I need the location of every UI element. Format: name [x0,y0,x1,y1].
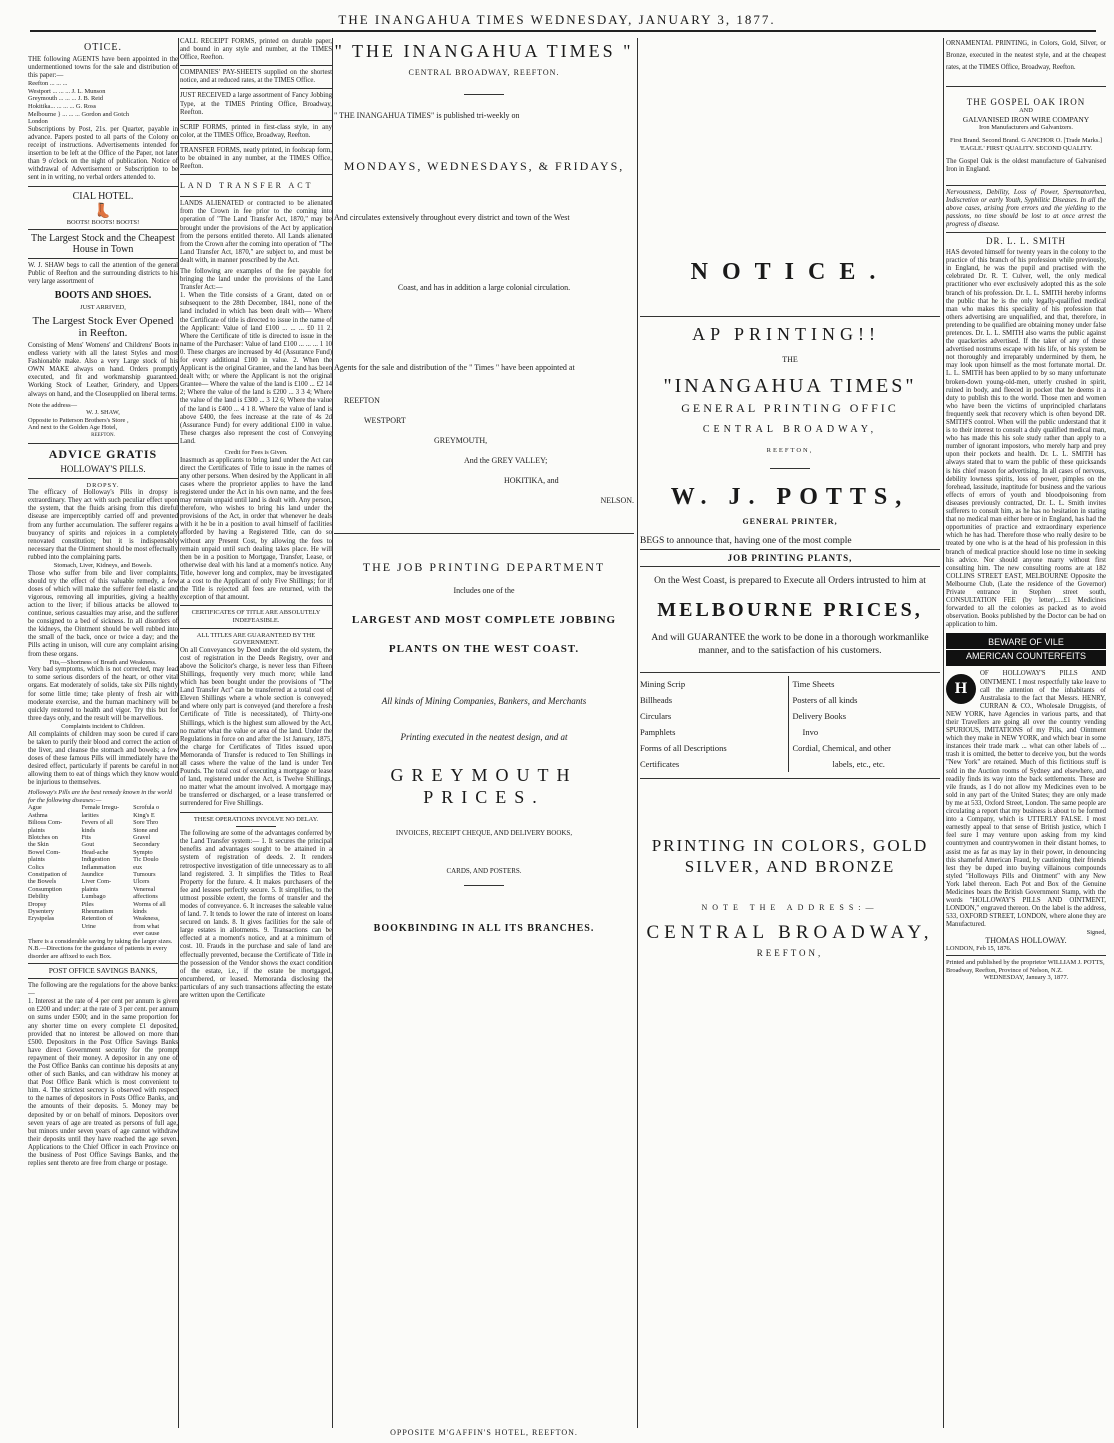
disease-cell: Head-ache [81,848,109,856]
fits-text: Very bad symptoms, which is not corrected, may lead to some serious disorders of the heart, or other vital organs. Eat moderately of solids, take six Pills nightly for some little time; take plenty of fresh air with moderate exercise, and the human machinery will be quickly restored to health and vigor. Try this but for three days only, and the result will be marvellous. [28,666,178,722]
west-coast-orders: On the West Coast, is prepared to Execute all Orders intrusted to him at [654,576,926,586]
disease-cell: Bowel Com- [28,848,61,856]
holloway-signature: THOMAS HOLLOWAY. [985,936,1067,946]
disease-row [28,915,178,922]
subscription-terms: Subscriptions by Post, 21s. per Quarter, payable in advance. Papers posted to all parts of the Colony on receipt of instructions. Advertisements intended for insertion to be left at the Office of the Paper, not later than 9 o'clock on the night of publication. Notice of withdrawal of Advertisement or Subscription to be sent in in writing, no verbal orders attended to. [28,125,178,182]
disease-cell: plaints [81,885,99,893]
ornamental-printing-ad: ORNAMENTAL PRINTING, in Colors, Gold, Silver, or Bronze, executed in the neatest style, and at the cheapest rates, at the TIMES Office, Broadway, Reefton. [946,40,1106,71]
the-label: THE [782,355,798,364]
disease-row [28,878,178,885]
pay-sheets-ad: COMPANIES' PAY-SHEETS supplied on the shortest notice, and at reduced rates, at the TIMES Office. [180,69,332,85]
disease-cell: Rheumatism [81,908,114,916]
largest-stock-ever: The Largest Stock Ever Opened in Reefton. [32,314,174,339]
holloway-seal-icon: H [946,674,976,704]
operations-text: The following are some of the advantages conferred by the Land Transfer system:— 1. It secures the principal benefits and advantages sought to be attained in a system of registration of deeds. 2. It renders retrospective investigation of title unnecessary as to all land registered. 3. It simplifies the Titles to Real Property for the future. 4. It makes purchasers of the fee and lessees perfectly secure. 5. It simplifies, to the utmost possible extent, the forms of transfer and the modes of conveyance. 6. It increases the saleable value of land. 7. It tends to lower the rate of interest on loans secured on lands. 8. It gives facilities for the sale of large estates in allotments. 9. Transactions can be effected at a moment's notice, and at a minimum of cost. 10. Frauds in the purchase and sale of land are effectually prevented, because the Certificate of Title in the possession of the Vendor shows the exact condition of the estate, i.e., if the estate be mortgaged, encumbered, or leased. Memoranda disclosing the particulars of any such transactions affecting the estate are written upon the Certificate [180,830,332,1000]
children-text: All complaints of children may soon be cured if care be taken to purify their blood and correct the action of the liver, and cleanse the stomach and bowels; a few doses of these famous Pills will immediately have the desired effect, particularly if parents be careful in not allowing them to eat of things which they know would be injurious to themselves. [28,730,178,787]
service-item: Posters of all kinds [792,695,858,705]
disease-cell: Retention of [81,915,113,923]
services-left [640,676,789,772]
publication-note: " THE INANGAHUA TIMES" is published tri-weekly on [334,111,520,120]
signed-label: Signed, [1086,929,1106,937]
operations-heading: THESE OPERATIONS INVOLVE NO DELAY. [193,815,319,823]
largest-jobbing: LARGEST AND MOST COMPLETE JOBBING [351,614,617,626]
divider [180,196,332,197]
disease-cell: Blotches on [28,833,58,841]
disease-cell: Female Irregu- [81,804,120,812]
divider [640,672,940,673]
divider [180,605,332,606]
credit-text: Inasmuch as applicants to bring land under the Act can direct the Certificates of Title to issue in the names of any other persons. When desired by the Applicant in all cases where the proprietor applies to have the land registered under the Act in his own name, and the fees may remain unpaid until land is dealt with. Any person, therefore, who wishes to bring his land under the provisions of the Act, in order that whenever he deals with it he be in a position to avail himself of facilities afforded by having a Registered Title, can do so without any Present Cost, by allowing the fees to remain unpaid until such dealing takes place. He will then be in a position to Mortgage, Transfer, Lease, or otherwise deal with his land at a moment's notice. Any Title, however long and complex, may be investigated at a cost to the Applicant of only Five Shillings; for if the Title is rejected all fees are returned, with the exception of that amount. [180,456,332,602]
column-1 [28,38,178,1423]
divider [464,885,504,886]
disease-cell: Sympto [133,848,153,856]
service-item: Mining Scrip [640,679,686,689]
disease-cell: Urine [81,922,96,930]
disease-cell: Lumbago [81,893,106,901]
divider [640,566,940,567]
agents-places [334,391,634,511]
jobbing-type-ad: JUST RECEIVED a large assortment of Fancy Jobbing Type, at the TIMES Printing Office, Broadway, Reefton. [180,92,332,116]
guaranteed-text: On all Conveyances by Deed under the old system, the cost of registration in the Deeds Registry, over and above the Solicitor's charge, is never less than Fifteen Shillings, frequently very much more; while land which has been bought under the provisions of "The Land Transfer Act" can be transferred at a total cost of Eleven Shillings where a whole section is conveyed; and where only part is conveyed (and therefore a fresh Certificate of Title is necessitated), of Thirty-one Shillings, which is the highest sum allowed by the Act, no matter what the value or area of the land. Under the Regulations in force on and after the 1st January, 1875, the charge for Certificates of Titles issued upon Memoranda of Transfer is reduced to Ten Shillings in all cases where the value of the land is under Ten Pounds. The total cost of executing a mortgage or lease of land, registered under the Act, is Twelve Shillings, no matter what the amount involved. A mortgage may be transferred or discharged, or a lease transferred or surrendered for Five Shillings. [180,646,332,808]
disease-cell: Stone and [133,826,159,834]
disease-cell: Inflammation [81,863,116,871]
fits-heading: Fits,—Shortness of Breath and Weakness. [49,658,157,666]
nervousness-ad: Nervousness, Debility, Loss of Power, Spermatorrhea, Indiscretion or early Youth, Syphilitic Diseases. In all the above cases, arising from errors and the yielding to the passions, no time should be lost to at once arrest the progress of disease. [946,188,1106,228]
disease-cell: Bilious Com- [28,819,63,827]
savings-intro: The following are the regulations for the above banks:— [28,982,178,998]
galvanised-heading: GALVANISED IRON WIRE COMPANY [962,114,1090,124]
printing-colors: PRINTING IN COLORS, GOLD SILVER, AND BRONZE [651,836,929,876]
disease-cell: Sore Thro [133,819,159,827]
notice-heading-large: NOTICE. [690,259,890,285]
circulation-text: And circulates extensively throughout every district and town of the West [334,213,570,222]
potts-heading: W. J. POTTS, [670,484,910,510]
disease-cell: Piles [81,900,94,908]
disease-cell [82,930,134,937]
service-item: Delivery Books [792,711,847,721]
disease-cell [28,930,82,937]
services-right [789,676,941,772]
disease-cell: kinds [81,826,96,834]
saving-note: There is a considerable saving by taking the larger sizes. [28,937,173,945]
opposite-line: Opposite to Patterson Brothers's Store , [28,416,129,424]
disease-cell: plaints [28,826,45,834]
scrip-forms-ad: SCRIP FORMS, printed in first-class style, in any color, at the TIMES Office, Broadway, Reefton. [180,123,332,139]
disease-cell: Fevers of all [81,819,113,827]
disease-row [28,901,178,908]
begs-announce: BEGS to announce that, having one of the most comple [640,536,852,546]
divider [180,174,332,175]
address-note: Note the address— [28,401,77,409]
column-2 [180,38,332,1423]
divider [464,94,504,95]
counterfeits-text: OF HOLLOWAY'S PILLS AND OINTMENT. I most respectfully take leave to call the attention of the inhabitants of Australasia to the fact that Messrs. HENRY, CURRAN & CO., Wholesale Druggists, of NEW YORK, have Agencies in various parts, and that their Travellers are going all over the country vending SPURIOUS, IMITATIONS of my Pills, and Ointment which they make in NEW YORK, and which bear in some instances their trade mark ... what can other labels of ... trash it is omitted, the better to deceive you, but the words "New York" are retained. Much of this fictitious stuff is sold in the Auction rooms of Sydney and elsewhere, and readily finds its way into the back settlements. These are vile frauds, as I do not allow my Medicines even to be sold in any part of the United States; they are only made by me at 533, Oxford Street, London. The same people are circulating a report that my business is about to be formed into a Company, which is UTTERLY FALSE. I most earnestly appeal to that sense of British justice, which I feel sure I may venture upon asking from my kind countrymen and countrywomen in their distant homes, to assist me as far as may lay in their power, in denouncing this shameful American Fraud, by cautioning their friends lest they be duped into buying villainous compounds styled "Holloways Pills and Ointment" with any New York label thereon. Each Pot and Box of the Genuine Medicines bears the British Government Stamp, with the words "HOLLOWAY'S PILLS AND OINTMENT, LONDON," engraved thereon. On the label is the address, 533, OXFORD STREET, LONDON, where alone they are Manufactured. [946,670,1106,929]
divider [180,120,332,121]
disease-cell: Dropsy [28,900,47,908]
guarantee-text: And will GUARANTEE the work to be done in a thorough workmanlike manner, and to the satisfaction of his customers. [651,633,929,656]
trade-marks: First Brand. Second Brand. G ANCHOR O. [Trade Marks.] 'EAGLE.' FIRST QUALITY. SECOND QUALITY. [949,137,1103,152]
disease-cell: Gravel [133,833,151,841]
hotel-heading: CIAL HOTEL. [72,190,134,202]
divider [180,812,332,813]
disease-cell: Tumours [133,871,156,878]
column-divider [943,38,944,1428]
disease-row [28,893,178,900]
disease-cell: Dysentery [28,908,54,916]
iron-manufacturers: Iron Manufacturers and Galvanizers. [978,123,1074,131]
divider [640,549,940,550]
dr-smith-text: HAS devoted himself for twenty years in the colony to the practice of this branch of his profession while previously, in England, he was the pupil and practised with the celebrated Dr. R. T. Culver, well, the only medical practitioner who ever exclusively adopted this as the sole branch of his profession. Dr. L. L. SMITH hereby informs the public that he is the only legally-qualified medical man who makes this speciality of his profession that others advertising are unqualified, and that, therefore, in pretending to be qualified are obtaining money under false pretences. Dr. L. L. SMITH also warns the public against the quackeries advertised. If the taker of any of these advertised nostrums escape with his life, or his system be not thoroughly and irreparably undermined by them, he may look upon himself as the most fortunate mortal. Dr. L. L. SMITH has been applied to by so many unfortunate broken-down young-old-men, utterly crushed in spirit, ruined in body, and fleeced in pocket that he deems it a duty to publish this to the world. Those men and women who have been the victims of unprincipled charlatans frequently seek that recovery which is often beyond DR. SMITH'S control. When will the public understand that it is to their interest to consult a duly qualified medical man, who has made this his sole study rather than apply to a number of ignorant impostors, who merely harp and prey upon their pockets and health. Dr. L. L. SMITH has always stated that to warn the public of these quicksands is his chief reason for advertising. In all cases of nervous, debility lowness spirits, loss of power, pimples on the forehead, lassitude, inaptitude for business and the various effects of errors of youth and bloodpoisoning from diseases previously contracted, Dr. L. L. Smith invites sufferers to consult him, as he has no hesitation in stating that no medical man either here or in England, has had the opportunities of practice and extraordinary experience which he has had. Therefore those who really desire to be treated by one who is at the head of his profession in this branch of medical practice should lose no time in seeking his advice. Nor should anyone marry without first consulting him. The new consulting rooms are at 182 COLLINS STREET EAST, MELBOURNE Opposite the Melbourne Club, (Late the residence of the Governor) Private entrance in Stephen street south, CONSULTATION FEE (by letter).....£1 Medicines forwarded to all the colonies as packed as to avoid observation. Books published by the Doctor can be had on application to him. [946,249,1106,629]
service-item: Invo [802,727,819,737]
oldest-manufacture: The Gospel Oak is the oldest manufacture of Galvanised Iron in England. [946,158,1106,174]
divider [28,258,178,259]
divider [640,316,940,317]
divider [28,978,178,979]
just-arrived: JUST ARRIVED, [80,304,126,312]
disease-row [28,841,178,848]
central-broadway: CENTRAL BROADWAY, [702,424,878,435]
agent-line: London [28,118,48,126]
divider [28,186,178,187]
reefton-small: REEFTON. [91,433,115,438]
service-item: Billheads [640,695,673,705]
agents-text: Agents for the sale and distribution of the " Times " have been appointed at [334,363,575,372]
divider [180,143,332,144]
place-westport: WESTPORT [364,416,406,425]
savings-text: 1. Interest at the rate of 4 per cent per annum is given on £200 and under: at the rate of 3 per cent. per annum on sums under £500; and in the same proportion for any shorter time on every complete £1 deposited, provided that no interest be allowed on more than £500. Depositors in the Post Office Savings Banks have direct Government security for the prompt repayment of their money. A depositor in any one of the Post Office Banks can continue his deposits at any other of such Banks, and can withdraw his money at that Post Office Bank which is most convenient to him. 4. The strictest secrecy is observed with respect to the names of depositors in Posts Office Banks, and the amounts of their deposits. 5. Money may be deposited by or on behalf of minors. Depositors over seven years of age are treated as persons of full age, but minors under seven years of age cannot withdraw their deposits until they have reached the age seven. Applications to the Chief Officer in each Province on the business of Post Office Savings Banks, and the replies sent thereto are free from charge or postage. [28,998,178,1168]
service-item: Cordial, Chemical, and other [792,743,891,753]
divider [946,86,1106,87]
diseases-table [28,804,178,937]
london-date: LONDON, Feb 15, 1876. [946,944,1012,952]
shaw-signature: W. J. SHAW, [86,409,120,417]
divider [180,628,332,629]
disease-cell: King's E [133,811,155,819]
agents-intro: THE following AGENTS have been appointed in the undermentioned towns for the sale and distribution of this paper:— [28,56,178,80]
job-printing-heading: THE JOB PRINTING DEPARTMENT [362,560,606,574]
divider [946,232,1106,233]
disease-row [28,834,178,841]
column-4 [640,38,940,1433]
divider [236,826,276,827]
reefton-label: REEFTON, [766,447,814,454]
disease-cell: from what [133,922,160,930]
service-item: Certificates [640,759,680,769]
disease-cell: eux [133,863,143,871]
column-divider [178,38,179,1428]
service-item: Forms of all Descriptions [640,743,727,753]
job-plants: JOB PRINTING PLANTS, [727,553,853,563]
disease-cell: Colics [28,863,45,871]
disease-cell: Jaundice [81,871,104,878]
masthead-rule [30,30,1096,32]
service-item: Pamphlets [640,727,676,737]
disease-cell: Weakness, [133,915,160,923]
boot-icon: 👢 [94,203,112,219]
disease-row [28,908,178,915]
beware-banner [946,633,1106,666]
disease-cell: Ulcers [133,878,150,886]
advice-gratis-heading: ADVICE GRATIS [48,446,158,461]
divider [180,65,332,66]
disease-row [28,849,178,856]
place-nelson: NELSON. [600,496,634,505]
divider [28,229,178,230]
disease-row [28,812,178,819]
agent-line: Reefton ... ... ... [28,80,68,88]
disease-cell: ever cause [133,930,160,938]
disease-row [28,804,178,811]
disease-cell: Liver Com- [81,878,112,886]
disease-cell: Fits [81,833,91,841]
agent-line: Melbourne } ... ... ... Gordon and Gotch [28,110,130,118]
dropsy-text: The efficacy of Holloway's Pills in dropsy is extraordinary. They act with such peculiar effect upon the system, that the fluids arising from this direful disease are imperceptibly carried off and prevented from any further accumulation. The sufferer regains a buoyancy of spirits and rejoices in a completely renovated constitution; but it is indispensably necessary that the Ointment should be most effectually rubbed into the complaining parts. [28,489,178,561]
disease-cell: Secondary [133,841,160,849]
land-transfer-heading: LAND TRANSFER ACT [180,181,314,191]
divider [946,185,1106,186]
credit-heading: Credit for Fees is Given. [224,449,288,457]
divider [28,443,178,444]
paper-address: CENTRAL BROADWAY, REEFTON. [408,68,560,77]
divider [770,468,810,469]
nb-note: N.B.—Directions for the guidance of patients in every disorder are affixed to each Box. [28,945,167,960]
central-broadway-large: CENTRAL BROADWAY, [646,922,934,943]
note-address: NOTE THE ADDRESS:— [701,903,879,912]
disease-row [28,864,178,871]
disease-cell: kinds [133,908,147,916]
service-item: Time Sheets [792,679,835,689]
stock-description: Consisting of Mens' Womens' and Childrens' Boots in endless variety with all the latest Styles and most Fashionable make. Also a very Large stock of his OWN MAKE always on hand. Orders promptly executed, and fit and workmanship guaranteed. Working Stock of Leather, Grindery, and Uppers always on hand, and the Closeupplied on liberal terms. [28,341,178,398]
column-3 [334,38,634,1433]
disease-row [28,886,178,893]
disease-row [28,856,178,863]
column-divider [637,38,638,1428]
greymouth-prices: GREYMOUTH PRICES. [390,765,578,807]
neatest-design-line: Printing executed in the neatest design, and at [400,732,568,742]
dropsy-heading: DROPSY. [86,481,120,489]
gospel-oak-heading: THE GOSPEL OAK IRON [966,97,1086,107]
disease-cell: affections [133,893,158,901]
divider [28,963,178,964]
publication-days: MONDAYS, WEDNESDAYS, & FRIDAYS, [343,159,625,173]
reefton-large: REEFTON, [756,948,824,958]
masthead: THE INANGAHUA TIMES WEDNESDAY, JANUARY 3, 1877. [338,12,776,27]
printing-services-list [640,676,940,772]
disease-row [28,827,178,834]
receipt-forms-ad: CALL RECEIPT FORMS, printed on durable paper, and bound in any style and number, at the TIMES Office, Reefton. [180,38,332,62]
remedy-line: Holloway's Pills are the best remedy known in the world for the following diseases:— [28,789,173,804]
column-5 [946,38,1106,1433]
fees-text: 1. When the Title consists of a Grant, dated on or subsequent to the 28th December, 1841, none of the land included in which has been dealt with— Where the Certificate of title is directed to issue in the name of the Applicant: Value of land £100 ... ... ... £0 11 2. Where the Certificate of title is directed to issue in the name of the Purchaser: Value of land £100 ... ... ... 1 10 0. These charges are increased by 4d (Assurance Fund) for every additional £100 in value. 2. When the Applicant is the original Grantee, and the land has been dealt with; or where the Applicant is not the original Grantee— Where the value of the land is £100 ... £2 14 2; Where the value of the land is £200 ... 3 3 4; Where the value of the land is £300 ... 3 12 6; Where the value of the land is £400 ... 4 1 8. Where the value of land is above £400, the fees increase at the rate of 4s 2d (Assurance Fund) for every additional £100 in value. These charges also represent the cost of Conveying Land. [180,292,332,445]
cards-line: CARDS, AND POSTERS. [446,866,522,875]
agent-line: Hokitika... ... ... ... G. Ross [28,103,97,111]
agent-line: Greymouth ... ... ... J. B. Reid [28,95,104,103]
disease-cell: Indigestion [81,856,110,864]
disease-cell: larities [81,811,99,819]
invoices-line: INVOICES, RECEIPT CHEQUE, AND DELIVERY BOOKS, [395,829,573,837]
divider [946,955,1106,956]
divider [640,778,940,779]
imprint: Printed and published by the proprietor WILLIAM J. POTTS, Broadway, Reefton, Province of Nelson, N.Z. [946,959,1105,974]
disease-cell: plaints [28,856,45,864]
divider [180,88,332,89]
disease-cell: Ague [28,804,42,812]
disease-cell: Erysipelas [28,915,55,923]
disease-cell: Scrofula o [133,804,160,812]
place-hokitika: HOKITIKA, and [504,476,559,485]
golden-age-line: And next to the Golden Age Hotel, [28,424,118,432]
bookbinding-line: BOOKBINDING IN ALL ITS BRANCHES. [373,923,595,935]
column-divider [332,38,333,1428]
melbourne-prices: MELBOURNE PRICES, [657,599,923,621]
disease-row [28,819,178,826]
coast-text: Coast, and has in addition a large colonial circulation. [397,283,571,292]
disease-cell: the Skin [28,841,49,849]
fees-intro: The following are examples of the fee payable for bringing the land under the provisions of the Land Transfer Act:— [180,267,332,292]
place-greymouth: GREYMOUTH, [434,436,488,445]
paper-title: " THE INANGAHUA TIMES " [334,41,634,61]
shaw-intro: W. J. SHAW begs to call the attention of the general Public of Reefton and the surrounding districts to his very large assortment of [28,262,178,286]
disease-cell: Debility [28,893,49,901]
agents-list [28,80,178,126]
divider [28,478,178,479]
stomach-heading: Stomach, Liver, Kidneys, and Bowels. [53,562,153,570]
disease-cell: Consumption [28,885,62,893]
disease-row [28,930,178,937]
land-intro: LANDS ALIENATED or contracted to be alienated from the Crown in fee prior to the coming into operation of "The Land Transfer Act, 1870," may be brought under the provisions of the Act by application from the persons entitled thereto. All Lands alienated from the Crown after the coming into operation of "The Land Transfer Act, 1870," are subject to, and must be dealt with, in manner prescribed by the Act. [180,200,332,264]
general-printing-office: GENERAL PRINTING OFFIC [681,401,899,415]
transfer-forms-ad: TRANSFER FORMS, neatly printed, in foolscap form, to be obtained in any number, at the TIMES Office, Reefton. [180,146,332,171]
includes-text: Includes one of the [453,586,515,595]
place-grey-valley: And the GREY VALLEY; [464,456,548,465]
disease-cell [28,923,82,930]
disease-cell: Gout [81,841,95,849]
footer-address: OPPOSITE M'GAFFIN'S HOTEL, REEFTON. [390,1428,578,1437]
notice-heading: OTICE. [84,42,122,53]
service-item: Circulars [640,711,672,721]
agent-line: Westport ... ... ... J. L. Munson [28,87,106,95]
children-heading: Complaints incident to Children. [61,722,145,730]
boots-cry: BOOTS! BOOTS! BOOTS! [66,218,140,226]
beware-line: BEWARE OF VILE [988,637,1064,648]
counterfeits-line: AMERICAN COUNTERFEITS [946,649,1106,663]
certificates-heading: CERTIFICATES OF TITLE ARE ABSOLUTELY INDEFEASIBLE. [191,609,321,624]
holloway-heading: HOLLOWAY'S PILLS. [60,463,146,474]
stomach-text: Those who suffer from bile and liver complaints, should try the effect of this valuable remedy, a few doses of which will make the sufferer feel elastic and vigorous, removing all impurities, giving a healthy action to the liver; if bilious attacks be allowed to continue, serious casualties may arise, and the sufferer be consigned to a bed of sickness. In all disorders of the kidneys, the Ointment should be well rubbed into the small of the back, once or twice a day; and the Pills acting in unison, will cure any complaint arising from these organs. [28,569,178,658]
disease-cell: the Bowels [28,878,57,886]
divider [334,533,634,534]
disease-row [28,871,178,878]
imprint-date: WEDNESDAY, January 3, 1877. [983,974,1069,982]
disease-row [28,923,178,930]
disease-cell: Constipation of [28,871,68,878]
mining-companies-line: All kinds of Mining Companies, Bankers, and Merchants [381,696,587,706]
times-heading: "INANGAHUA TIMES" [663,375,917,397]
disease-cell: Venereal [133,885,156,893]
ap-printing-heading: AP PRINTING!! [692,324,880,344]
place-reefton: REEFTON [344,396,380,405]
gospel-and: AND [1019,107,1033,114]
disease-cell: Worms of all [133,900,166,908]
boots-shoes-heading: BOOTS AND SHOES. [54,290,152,302]
general-printer: GENERAL PRINTER, [742,517,838,526]
guaranteed-heading: ALL TITLES ARE GUARANTEED BY THE GOVERNMENT. [196,631,316,647]
plants-west-coast: PLANTS ON THE WEST COAST. [388,643,580,655]
dr-smith-heading: DR. L. L. SMITH [986,236,1066,247]
disease-cell: Asthma [28,811,48,819]
service-item: labels, etc., etc. [832,759,885,769]
disease-cell: Tic Doulo [133,856,159,864]
savings-heading: POST OFFICE SAVINGS BANKS, [48,966,158,976]
largest-stock-heading: The Largest Stock and the Cheapest House in Town [31,233,175,256]
